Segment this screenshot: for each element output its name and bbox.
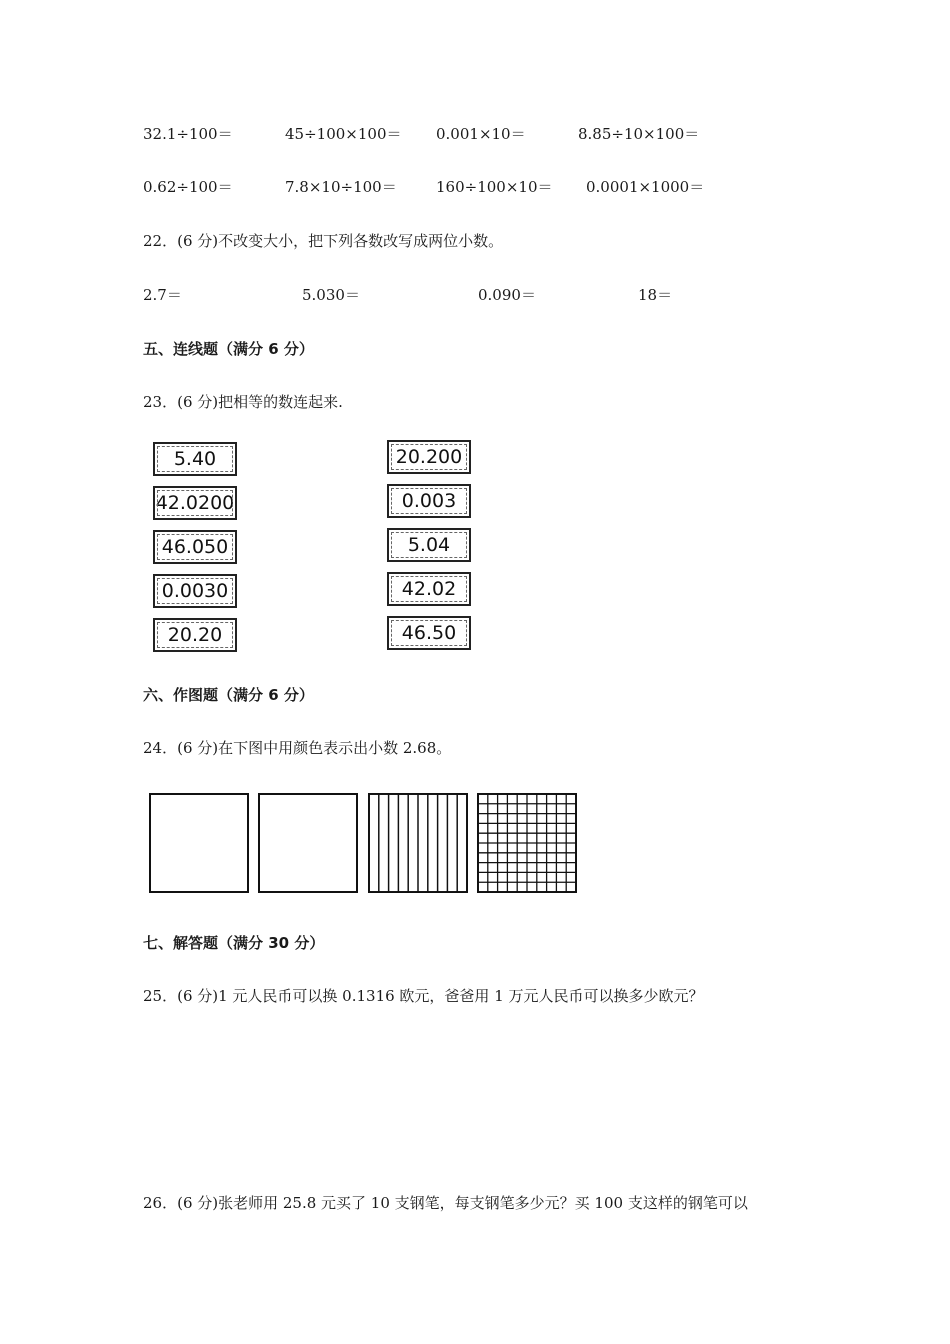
left-card-1[interactable]: 5.40	[153, 442, 237, 476]
q21-row1-item2: 45÷100×100＝	[285, 125, 402, 143]
tenths-strip-square[interactable]	[368, 793, 468, 893]
q22-prompt: 22．(6 分)不改变大小，把下列各数改写成两位小数。	[143, 232, 504, 250]
hundredths-grid-square[interactable]	[477, 793, 577, 893]
q23-prompt: 23．(6 分)把相等的数连起来.	[143, 393, 343, 411]
q21-row1-item1: 32.1÷100＝	[143, 125, 233, 143]
section-5-title: 五、连线题（满分 6 分）	[143, 340, 314, 358]
q24-prompt: 24．(6 分)在下图中用颜色表示出小数 2.68。	[143, 739, 452, 757]
left-card-2[interactable]: 42.0200	[153, 486, 237, 520]
right-card-2[interactable]: 0.003	[387, 484, 471, 518]
whole-square-2[interactable]	[258, 793, 358, 893]
right-card-4[interactable]: 42.02	[387, 572, 471, 606]
right-card-5[interactable]: 46.50	[387, 616, 471, 650]
q22-item-4: 18＝	[638, 286, 673, 304]
q21-row2-item2: 7.8×10÷100＝	[285, 178, 397, 196]
q22-item-3: 0.090＝	[478, 286, 536, 304]
q22-item-1: 2.7＝	[143, 286, 182, 304]
q21-row2-item1: 0.62÷100＝	[143, 178, 233, 196]
whole-square-1[interactable]	[149, 793, 249, 893]
right-card-3[interactable]: 5.04	[387, 528, 471, 562]
q25-prompt: 25．(6 分)1 元人民币可以换 0.1316 欧元，爸爸用 1 万元人民币可以换多少欧元？	[143, 987, 704, 1005]
q26-prompt: 26．(6 分)张老师用 25.8 元买了 10 支钢笔，每支钢笔多少元？买 100 支这样的钢笔可以	[143, 1194, 748, 1212]
q21-row2-item3: 160÷100×10＝	[436, 178, 553, 196]
section-7-title: 七、解答题（满分 30 分）	[143, 934, 325, 952]
section-6-title: 六、作图题（满分 6 分）	[143, 686, 314, 704]
left-card-3[interactable]: 46.050	[153, 530, 237, 564]
right-card-1[interactable]: 20.200	[387, 440, 471, 474]
q21-row2-item4: 0.0001×1000＝	[586, 178, 705, 196]
q21-row1-item3: 0.001×10＝	[436, 125, 526, 143]
q21-row1-item4: 8.85÷10×100＝	[578, 125, 700, 143]
q22-item-2: 5.030＝	[302, 286, 360, 304]
left-card-4[interactable]: 0.0030	[153, 574, 237, 608]
left-card-5[interactable]: 20.20	[153, 618, 237, 652]
